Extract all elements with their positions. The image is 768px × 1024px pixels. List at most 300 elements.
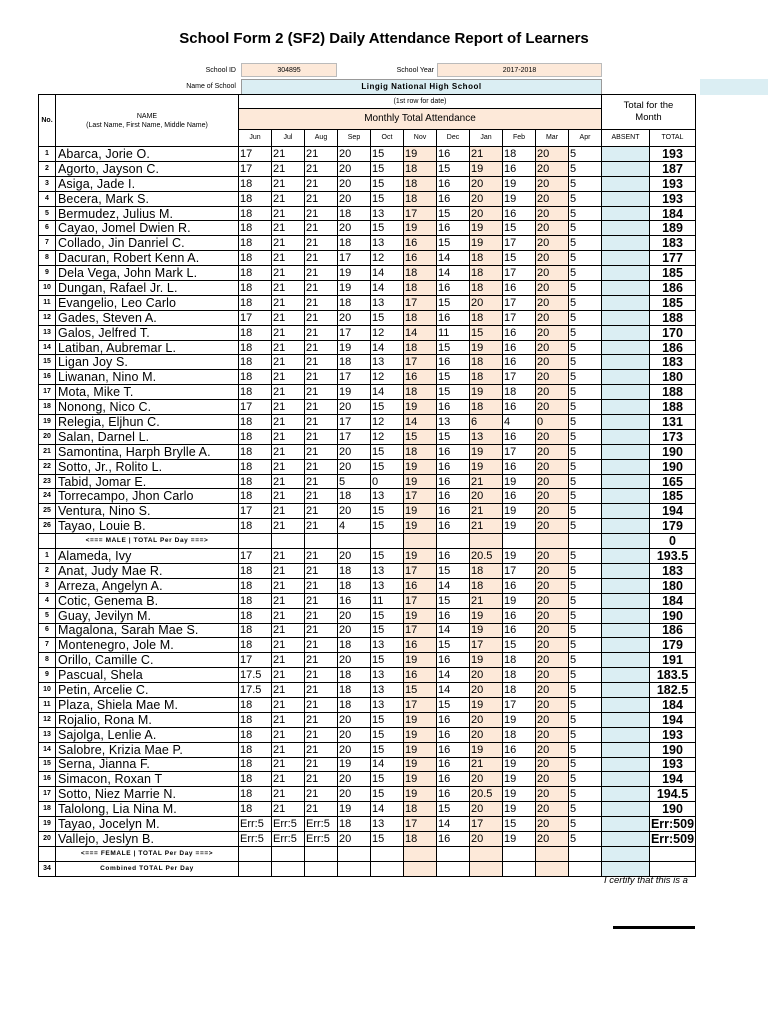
learner-name: Rojalio, Rona M. — [56, 712, 239, 727]
table-row — [39, 310, 696, 325]
attendance-jan: 20 — [470, 489, 503, 504]
attendance-feb: 19 — [503, 772, 536, 787]
row-number: 20 — [39, 429, 56, 444]
attendance-oct: 15 — [371, 727, 404, 742]
attendance-jun: 18 — [239, 221, 272, 236]
attendance-feb: 19 — [503, 712, 536, 727]
attendance-oct: 15 — [371, 623, 404, 638]
attendance-apr: 5 — [569, 340, 602, 355]
absent-cell — [602, 683, 650, 698]
attendance-mar: 20 — [536, 563, 569, 578]
table-row — [39, 236, 696, 251]
attendance-jan: 19 — [470, 444, 503, 459]
attendance-dec: 16 — [437, 772, 470, 787]
attendance-nov: 19 — [404, 147, 437, 162]
attendance-dec: 16 — [437, 742, 470, 757]
table-row — [39, 802, 696, 817]
attendance-jun: 18 — [239, 608, 272, 623]
total-header: TOTAL — [650, 130, 696, 147]
attendance-oct: 14 — [371, 385, 404, 400]
attendance-jun: 18 — [239, 489, 272, 504]
attendance-aug: 21 — [305, 429, 338, 444]
absent-cell — [602, 474, 650, 489]
absent-cell — [602, 236, 650, 251]
learner-name: Salan, Darnel L. — [56, 429, 239, 444]
summary-cell — [470, 534, 503, 549]
attendance-mar: 20 — [536, 444, 569, 459]
attendance-feb: 15 — [503, 638, 536, 653]
attendance-jan: 20 — [470, 727, 503, 742]
attendance-mar: 20 — [536, 474, 569, 489]
attendance-dec: 16 — [437, 787, 470, 802]
attendance-feb: 16 — [503, 742, 536, 757]
summary-label: <=== MALE | TOTAL Per Day ===> — [56, 534, 239, 549]
learner-name: Ventura, Nino S. — [56, 504, 239, 519]
table-row — [39, 176, 696, 191]
row-number: 3 — [39, 176, 56, 191]
attendance-apr: 5 — [569, 221, 602, 236]
learner-name: Abarca, Jorie O. — [56, 147, 239, 162]
attendance-jan: 18 — [470, 563, 503, 578]
attendance-sep: 17 — [338, 415, 371, 430]
total-cell: 190 — [650, 802, 696, 817]
attendance-jul: 21 — [272, 519, 305, 534]
attendance-nov: 19 — [404, 400, 437, 415]
absent-cell — [602, 697, 650, 712]
row-number: 2 — [39, 161, 56, 176]
attendance-apr: 5 — [569, 370, 602, 385]
attendance-apr: 5 — [569, 266, 602, 281]
attendance-nov: 19 — [404, 549, 437, 564]
absent-cell — [602, 653, 650, 668]
attendance-oct: 13 — [371, 683, 404, 698]
row-number: 13 — [39, 325, 56, 340]
attendance-apr: 5 — [569, 668, 602, 683]
total-cell: 185 — [650, 489, 696, 504]
attendance-nov: 15 — [404, 683, 437, 698]
attendance-aug: 21 — [305, 161, 338, 176]
attendance-oct: 14 — [371, 266, 404, 281]
attendance-aug: 21 — [305, 444, 338, 459]
attendance-oct: 0 — [371, 474, 404, 489]
attendance-nov: 15 — [404, 429, 437, 444]
total-cell: 177 — [650, 251, 696, 266]
attendance-jan: 18 — [470, 578, 503, 593]
table-row — [39, 563, 696, 578]
attendance-feb: 17 — [503, 295, 536, 310]
attendance-jan: 18 — [470, 281, 503, 296]
attendance-jan: 19 — [470, 385, 503, 400]
absent-cell — [602, 638, 650, 653]
school-year-field: 2017-2018 — [437, 63, 602, 77]
summary-cell — [404, 846, 437, 861]
attendance-jul: 21 — [272, 385, 305, 400]
summary-absent — [602, 846, 650, 861]
attendance-feb: 15 — [503, 221, 536, 236]
no-header: No. — [39, 95, 56, 147]
attendance-sep: 20 — [338, 161, 371, 176]
total-cell: 170 — [650, 325, 696, 340]
total-cell: 131 — [650, 415, 696, 430]
attendance-aug: 21 — [305, 325, 338, 340]
attendance-jun: 18 — [239, 742, 272, 757]
attendance-sep: 20 — [338, 727, 371, 742]
attendance-jun: 17 — [239, 549, 272, 564]
attendance-dec: 14 — [437, 578, 470, 593]
attendance-apr: 5 — [569, 772, 602, 787]
attendance-jul: 21 — [272, 593, 305, 608]
attendance-jul: 21 — [272, 310, 305, 325]
attendance-jan: 20 — [470, 712, 503, 727]
attendance-nov: 19 — [404, 608, 437, 623]
attendance-dec: 16 — [437, 400, 470, 415]
attendance-jan: 19 — [470, 161, 503, 176]
table-row — [39, 668, 696, 683]
row-number: 1 — [39, 147, 56, 162]
month-header-dec: Dec — [437, 130, 470, 147]
summary-row — [39, 534, 696, 549]
attendance-dec: 15 — [437, 161, 470, 176]
absent-cell — [602, 415, 650, 430]
attendance-mar: 20 — [536, 161, 569, 176]
absent-cell — [602, 147, 650, 162]
row-number: 15 — [39, 355, 56, 370]
attendance-aug: 21 — [305, 668, 338, 683]
attendance-sep: 19 — [338, 385, 371, 400]
table-row — [39, 742, 696, 757]
total-cell: 190 — [650, 444, 696, 459]
attendance-nov: 17 — [404, 295, 437, 310]
month-header-sep: Sep — [338, 130, 371, 147]
table-row — [39, 623, 696, 638]
summary-cell — [239, 534, 272, 549]
attendance-dec: 16 — [437, 831, 470, 846]
absent-cell — [602, 802, 650, 817]
attendance-nov: 18 — [404, 831, 437, 846]
attendance-aug: 21 — [305, 206, 338, 221]
absent-cell — [602, 266, 650, 281]
summary-number: 34 — [39, 861, 56, 876]
learner-name: Nonong, Nico C. — [56, 400, 239, 415]
summary-cell — [536, 861, 569, 876]
absent-cell — [602, 668, 650, 683]
learner-name: Collado, Jin Danriel C. — [56, 236, 239, 251]
summary-cell — [503, 846, 536, 861]
attendance-feb: 18 — [503, 668, 536, 683]
attendance-sep: 20 — [338, 176, 371, 191]
attendance-jun: 17.5 — [239, 668, 272, 683]
row-number: 10 — [39, 683, 56, 698]
attendance-sep: 18 — [338, 817, 371, 832]
attendance-apr: 5 — [569, 161, 602, 176]
attendance-apr: 5 — [569, 831, 602, 846]
absent-cell — [602, 608, 650, 623]
attendance-jan: 19 — [470, 653, 503, 668]
table-row — [39, 295, 696, 310]
attendance-dec: 14 — [437, 817, 470, 832]
attendance-sep: 19 — [338, 757, 371, 772]
learner-name: Sotto, Niez Marrie N. — [56, 787, 239, 802]
attendance-sep: 18 — [338, 355, 371, 370]
attendance-sep: 18 — [338, 206, 371, 221]
attendance-jan: 21 — [470, 757, 503, 772]
total-cell: 180 — [650, 578, 696, 593]
attendance-aug: 21 — [305, 504, 338, 519]
header-fill — [700, 79, 768, 95]
absent-cell — [602, 310, 650, 325]
attendance-apr: 5 — [569, 281, 602, 296]
absent-cell — [602, 563, 650, 578]
attendance-sep: 18 — [338, 697, 371, 712]
learner-name: Tabid, Jomar E. — [56, 474, 239, 489]
school-name-field: Lingig National High School — [241, 79, 602, 95]
attendance-jan: 18 — [470, 310, 503, 325]
learner-name: Anat, Judy Mae R. — [56, 563, 239, 578]
attendance-aug: 21 — [305, 236, 338, 251]
absent-cell — [602, 176, 650, 191]
table-row — [39, 459, 696, 474]
attendance-oct: 15 — [371, 519, 404, 534]
attendance-dec: 14 — [437, 266, 470, 281]
attendance-aug: 21 — [305, 400, 338, 415]
attendance-apr: 5 — [569, 712, 602, 727]
absent-cell — [602, 251, 650, 266]
attendance-jul: 21 — [272, 415, 305, 430]
attendance-feb: 19 — [503, 474, 536, 489]
attendance-jun: 18 — [239, 578, 272, 593]
absent-cell — [602, 161, 650, 176]
table-row — [39, 429, 696, 444]
attendance-dec: 15 — [437, 385, 470, 400]
attendance-mar: 20 — [536, 295, 569, 310]
attendance-feb: 19 — [503, 504, 536, 519]
table-row — [39, 608, 696, 623]
total-cell: 165 — [650, 474, 696, 489]
attendance-nov: 18 — [404, 191, 437, 206]
table-row — [39, 161, 696, 176]
attendance-apr: 5 — [569, 385, 602, 400]
attendance-mar: 20 — [536, 206, 569, 221]
total-cell: 188 — [650, 385, 696, 400]
attendance-dec: 14 — [437, 668, 470, 683]
attendance-jan: 20 — [470, 295, 503, 310]
attendance-apr: 5 — [569, 310, 602, 325]
row-number: 14 — [39, 742, 56, 757]
attendance-sep: 20 — [338, 504, 371, 519]
attendance-oct: 13 — [371, 697, 404, 712]
absent-cell — [602, 817, 650, 832]
attendance-apr: 5 — [569, 474, 602, 489]
attendance-mar: 20 — [536, 802, 569, 817]
total-cell: 194 — [650, 772, 696, 787]
attendance-mar: 20 — [536, 742, 569, 757]
attendance-jan: 19 — [470, 623, 503, 638]
attendance-jan: 15 — [470, 325, 503, 340]
attendance-mar: 20 — [536, 608, 569, 623]
attendance-sep: 20 — [338, 653, 371, 668]
total-cell: 186 — [650, 623, 696, 638]
attendance-nov: 18 — [404, 802, 437, 817]
attendance-mar: 20 — [536, 683, 569, 698]
attendance-dec: 16 — [437, 281, 470, 296]
summary-number — [39, 846, 56, 861]
attendance-feb: 19 — [503, 787, 536, 802]
attendance-dec: 15 — [437, 802, 470, 817]
attendance-oct: 12 — [371, 429, 404, 444]
attendance-jul: 21 — [272, 608, 305, 623]
table-row — [39, 370, 696, 385]
attendance-jul: 21 — [272, 668, 305, 683]
attendance-feb: 19 — [503, 519, 536, 534]
attendance-sep: 18 — [338, 489, 371, 504]
total-cell: 183.5 — [650, 668, 696, 683]
attendance-apr: 5 — [569, 683, 602, 698]
learner-name: Montenegro, Jole M. — [56, 638, 239, 653]
attendance-jul: 21 — [272, 161, 305, 176]
table-row — [39, 281, 696, 296]
attendance-sep: 20 — [338, 608, 371, 623]
attendance-jul: 21 — [272, 683, 305, 698]
attendance-feb: 16 — [503, 623, 536, 638]
attendance-mar: 20 — [536, 549, 569, 564]
attendance-oct: 14 — [371, 802, 404, 817]
attendance-jan: 6 — [470, 415, 503, 430]
summary-cell — [272, 861, 305, 876]
attendance-nov: 17 — [404, 817, 437, 832]
summary-cell — [305, 846, 338, 861]
attendance-jan: 20.5 — [470, 549, 503, 564]
attendance-jan: 20 — [470, 683, 503, 698]
learner-name: Salobre, Krizia Mae P. — [56, 742, 239, 757]
table-row — [39, 727, 696, 742]
attendance-aug: 21 — [305, 563, 338, 578]
row-number: 25 — [39, 504, 56, 519]
attendance-dec: 16 — [437, 355, 470, 370]
attendance-oct: 15 — [371, 176, 404, 191]
total-cell: 186 — [650, 281, 696, 296]
attendance-aug: 21 — [305, 772, 338, 787]
attendance-oct: 15 — [371, 161, 404, 176]
absent-cell — [602, 831, 650, 846]
attendance-apr: 5 — [569, 400, 602, 415]
total-cell: 193.5 — [650, 549, 696, 564]
summary-total — [650, 846, 696, 861]
attendance-sep: 20 — [338, 459, 371, 474]
attendance-mar: 20 — [536, 787, 569, 802]
summary-cell — [503, 534, 536, 549]
attendance-mar: 20 — [536, 355, 569, 370]
attendance-jun: 18 — [239, 295, 272, 310]
total-cell: 179 — [650, 638, 696, 653]
total-cell: 193 — [650, 727, 696, 742]
total-cell: 184 — [650, 697, 696, 712]
attendance-aug: 21 — [305, 474, 338, 489]
attendance-aug: 21 — [305, 295, 338, 310]
attendance-oct: 13 — [371, 578, 404, 593]
attendance-jul: 21 — [272, 727, 305, 742]
table-row — [39, 251, 696, 266]
attendance-feb: 19 — [503, 593, 536, 608]
attendance-jan: 19 — [470, 742, 503, 757]
total-cell: 186 — [650, 340, 696, 355]
attendance-jan: 18 — [470, 251, 503, 266]
attendance-mar: 20 — [536, 653, 569, 668]
summary-cell — [338, 534, 371, 549]
attendance-dec: 15 — [437, 340, 470, 355]
learner-name: Agorto, Jayson C. — [56, 161, 239, 176]
attendance-sep: 18 — [338, 578, 371, 593]
attendance-mar: 0 — [536, 415, 569, 430]
table-row — [39, 638, 696, 653]
attendance-jul: 21 — [272, 325, 305, 340]
summary-cell — [404, 534, 437, 549]
attendance-nov: 16 — [404, 370, 437, 385]
learner-name: Gades, Steven A. — [56, 310, 239, 325]
attendance-apr: 5 — [569, 415, 602, 430]
learner-name: Magalona, Sarah Mae S. — [56, 623, 239, 638]
attendance-nov: 16 — [404, 578, 437, 593]
certification-text: I certify that this is a — [604, 875, 688, 886]
attendance-apr: 5 — [569, 147, 602, 162]
attendance-oct: 15 — [371, 831, 404, 846]
attendance-aug: 21 — [305, 415, 338, 430]
attendance-table — [38, 94, 696, 877]
learner-name: Alameda, Ivy — [56, 549, 239, 564]
attendance-mar: 20 — [536, 578, 569, 593]
attendance-jun: 18 — [239, 385, 272, 400]
absent-cell — [602, 787, 650, 802]
attendance-dec: 16 — [437, 147, 470, 162]
summary-cell — [338, 846, 371, 861]
row-number: 9 — [39, 668, 56, 683]
learner-name: Dela Vega, John Mark L. — [56, 266, 239, 281]
attendance-nov: 18 — [404, 444, 437, 459]
attendance-aug: 21 — [305, 519, 338, 534]
attendance-mar: 20 — [536, 489, 569, 504]
attendance-jun: 18 — [239, 787, 272, 802]
attendance-jan: 19 — [470, 236, 503, 251]
attendance-jun: 18 — [239, 727, 272, 742]
table-row — [39, 653, 696, 668]
total-cell: 193 — [650, 191, 696, 206]
attendance-jan: 17 — [470, 817, 503, 832]
summary-cell — [371, 861, 404, 876]
attendance-jan: 19 — [470, 221, 503, 236]
attendance-feb: 18 — [503, 727, 536, 742]
attendance-apr: 5 — [569, 549, 602, 564]
attendance-oct: 15 — [371, 459, 404, 474]
absent-header: ABSENT — [602, 130, 650, 147]
attendance-aug: 21 — [305, 757, 338, 772]
row-number: 18 — [39, 802, 56, 817]
absent-cell — [602, 757, 650, 772]
learner-name: Plaza, Shiela Mae M. — [56, 697, 239, 712]
attendance-jun: 18 — [239, 236, 272, 251]
attendance-dec: 16 — [437, 474, 470, 489]
summary-cell — [305, 861, 338, 876]
attendance-jun: 18 — [239, 429, 272, 444]
attendance-aug: 21 — [305, 653, 338, 668]
attendance-jun: 18 — [239, 772, 272, 787]
attendance-jun: 18 — [239, 251, 272, 266]
total-cell: 185 — [650, 266, 696, 281]
attendance-mar: 20 — [536, 429, 569, 444]
attendance-oct: 12 — [371, 251, 404, 266]
absent-cell — [602, 549, 650, 564]
row-number: 7 — [39, 236, 56, 251]
attendance-jun: 18 — [239, 206, 272, 221]
attendance-oct: 15 — [371, 549, 404, 564]
